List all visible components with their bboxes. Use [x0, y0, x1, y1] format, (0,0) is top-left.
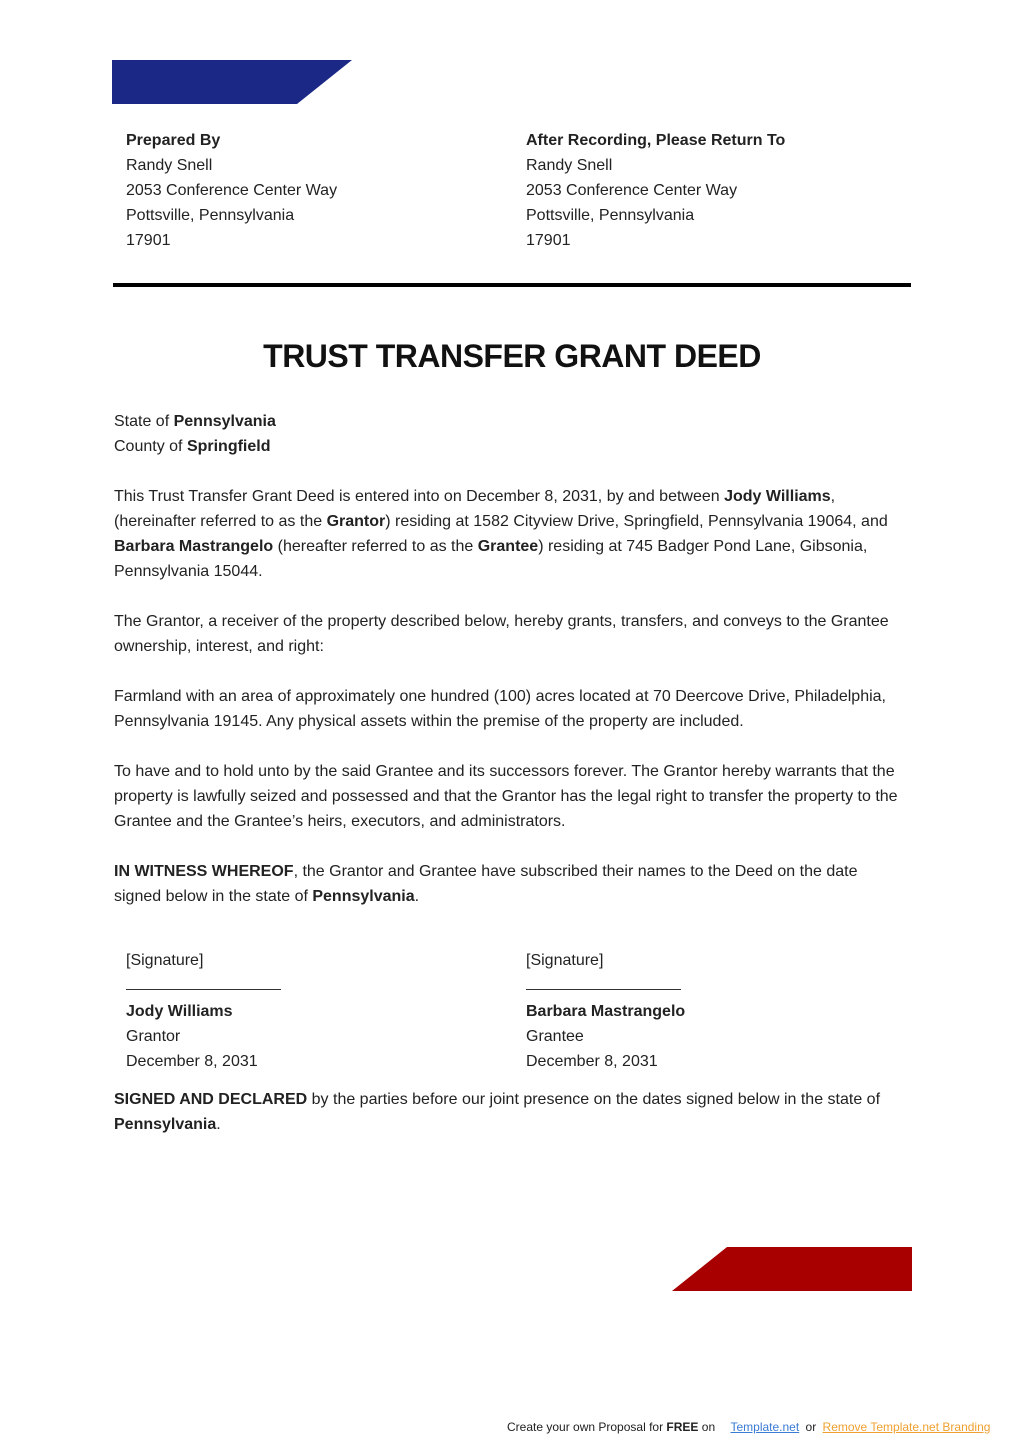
- footer-free: FREE: [666, 1420, 699, 1434]
- paragraph-text: This Trust Transfer Grant Deed is entered into on December 8, 2031, by and between: [114, 488, 725, 505]
- return-to-street: 2053 Conference Center Way: [526, 182, 738, 199]
- bold-term: Jody Williams: [724, 488, 831, 505]
- signer-date: December 8, 2031: [126, 1053, 258, 1070]
- paragraph-witness: [114, 859, 904, 909]
- paragraph-parties: [114, 484, 904, 584]
- paragraph-closing: [114, 1087, 904, 1137]
- paragraph-text: Farmland with an area of approximately one hundred (100) acres located at 70 Deercove Drive, Philadelphia, Pennsylvania 19145. Any physical assets within the premise of the property are included.: [114, 688, 886, 730]
- county-label: County of: [114, 438, 187, 455]
- paragraph-text: , the Grantor and Grantee have subscribed their names to the Deed on the date signed below in the state of: [114, 863, 858, 905]
- paragraph-warranty: [114, 759, 904, 834]
- header-divider: [113, 283, 911, 287]
- signer-role: Grantor: [126, 1028, 181, 1045]
- signer-name: Barbara Mastrangelo: [526, 1003, 686, 1020]
- bold-term: Pennsylvania: [114, 1116, 217, 1133]
- paragraph-text: .: [414, 888, 420, 905]
- paragraph-property: [114, 684, 904, 734]
- bold-term: Barbara Mastrangelo: [114, 538, 274, 555]
- bold-term: IN WITNESS WHEREOF: [114, 863, 294, 880]
- footer-on: on: [698, 1420, 716, 1434]
- blue-header-band: [112, 60, 352, 104]
- state-label: State of: [114, 413, 174, 430]
- paragraph-text: ) residing at 745 Badger Pond Lane, Gibsonia, Pennsylvania 15044.: [114, 538, 868, 580]
- prepared-by-name: Randy Snell: [126, 157, 213, 174]
- paragraph-text: .: [216, 1116, 221, 1133]
- paragraph-grant: [114, 609, 904, 659]
- return-to-block: [526, 128, 906, 253]
- return-to-zip: 17901: [526, 232, 571, 249]
- location-block: [114, 409, 904, 459]
- footer-prefix: Create your own Proposal for: [507, 1420, 667, 1434]
- document-title: TRUST TRANSFER GRANT DEED: [263, 338, 761, 374]
- red-footer-band: [672, 1247, 912, 1291]
- county-value: Springfield: [186, 438, 271, 455]
- prepared-by-city: Pottsville, Pennsylvania: [126, 207, 295, 224]
- signature-block-grantor: [126, 948, 506, 1074]
- paragraph-text: To have and to hold unto by the said Grantee and its successors forever. The Grantor hereby warrants that the property is lawfully seized and possessed and that the Grantor has the legal right to transfer the property to the Grantee and the Grantee’s heirs, executors, and administrators.: [114, 763, 898, 830]
- signature-line: [526, 973, 681, 990]
- signer-date: December 8, 2031: [526, 1053, 658, 1070]
- paragraph-text: The Grantor, a receiver of the property described below, hereby grants, transfers, and conveys to the Grantee ownership, interest, and right:: [114, 613, 889, 655]
- paragraph-text: , (hereinafter referred to as the: [114, 488, 836, 530]
- paragraph-text: (hereafter referred to as the: [273, 538, 478, 555]
- state-value: Pennsylvania: [173, 413, 276, 430]
- template-net-link[interactable]: Template.net: [730, 1420, 800, 1434]
- return-to-name: Randy Snell: [526, 157, 613, 174]
- prepared-by-block: [126, 128, 506, 253]
- paragraph-text: ) residing at 1582 Cityview Drive, Springfield, Pennsylvania 19064, and: [385, 513, 888, 530]
- prepared-by-street: 2053 Conference Center Way: [126, 182, 338, 199]
- prepared-by-zip: 17901: [126, 232, 171, 249]
- paragraph-text: by the parties before our joint presence on the dates signed below in the state of: [307, 1091, 881, 1108]
- footer-or: or: [805, 1420, 817, 1434]
- remove-branding-link[interactable]: Remove Template.net Branding: [822, 1420, 991, 1434]
- signature-line: [126, 973, 281, 990]
- prepared-by-heading: Prepared By: [126, 132, 221, 149]
- signature-placeholder: [Signature]: [126, 952, 204, 969]
- signature-placeholder: [Signature]: [526, 952, 604, 969]
- signature-block-grantee: [526, 948, 906, 1074]
- branding-footer: [507, 1420, 990, 1434]
- signer-name: Jody Williams: [126, 1003, 233, 1020]
- bold-term: SIGNED AND DECLARED: [114, 1091, 308, 1108]
- bold-term: Pennsylvania: [312, 888, 415, 905]
- bold-term: Grantor: [326, 513, 386, 530]
- return-to-heading: After Recording, Please Return To: [526, 132, 786, 149]
- signer-role: Grantee: [526, 1028, 584, 1045]
- return-to-city: Pottsville, Pennsylvania: [526, 207, 695, 224]
- bold-term: Grantee: [477, 538, 539, 555]
